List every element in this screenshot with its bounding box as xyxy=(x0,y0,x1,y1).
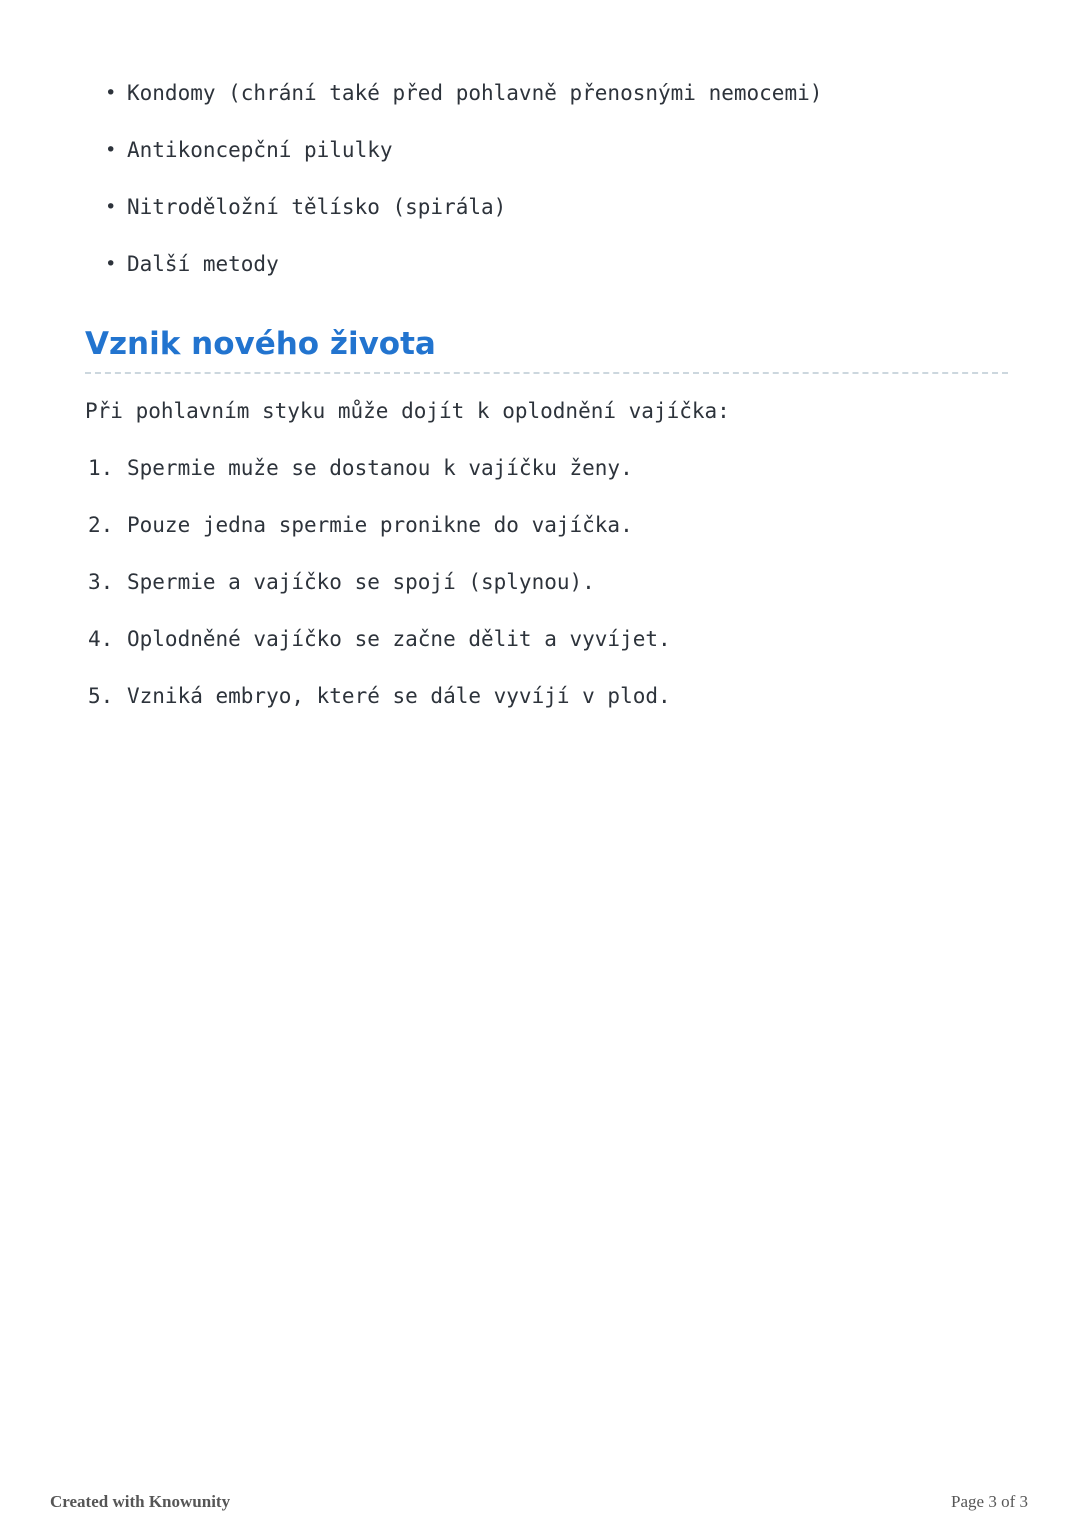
step-text: Spermie a vajíčko se spojí (splynou). xyxy=(127,570,595,594)
footer-branding: Created with Knowunity xyxy=(50,1492,231,1511)
list-item xyxy=(105,193,1080,221)
bullet-icon: • xyxy=(105,196,117,218)
bullet-icon: • xyxy=(105,139,117,161)
step-text: Vzniká embryo, které se dále vyvíjí v plod. xyxy=(127,684,671,708)
list-item xyxy=(105,79,1080,107)
bullet-text: Další metody xyxy=(127,252,279,276)
list-item xyxy=(88,568,1080,596)
step-text: Pouze jedna spermie pronikne do vajíčka. xyxy=(127,513,633,537)
list-item xyxy=(88,682,1080,710)
step-text: Oplodněné vajíčko se začne dělit a vyvíjet. xyxy=(127,627,671,651)
page-number: Page 3 of 3 xyxy=(951,1492,1028,1511)
list-item xyxy=(88,511,1080,539)
bullet-text: Nitroděložní tělísko (spirála) xyxy=(127,195,507,219)
section-heading: Vznik nového života xyxy=(85,326,436,362)
step-text: Spermie muže se dostanou k vajíčku ženy. xyxy=(127,456,633,480)
step-number: 3. xyxy=(88,570,114,594)
bullet-icon: • xyxy=(105,253,117,275)
bullet-text: Kondomy (chrání také před pohlavně přenosnými nemocemi) xyxy=(127,81,823,105)
step-number: 2. xyxy=(88,513,114,537)
step-number: 1. xyxy=(88,456,114,480)
step-number: 4. xyxy=(88,627,114,651)
list-item xyxy=(88,625,1080,653)
step-number: 5. xyxy=(88,684,114,708)
bullet-icon: • xyxy=(105,82,117,104)
bullet-text: Antikoncepční pilulky xyxy=(127,138,393,162)
list-item xyxy=(105,250,1080,278)
intro-paragraph: Při pohlavním styku může dojít k oplodnění vajíčka: xyxy=(85,399,730,423)
list-item xyxy=(88,454,1080,482)
list-item xyxy=(105,136,1080,164)
heading-underline-divider xyxy=(85,372,1008,374)
bullet-list xyxy=(105,79,1080,278)
numbered-list xyxy=(88,454,1080,710)
